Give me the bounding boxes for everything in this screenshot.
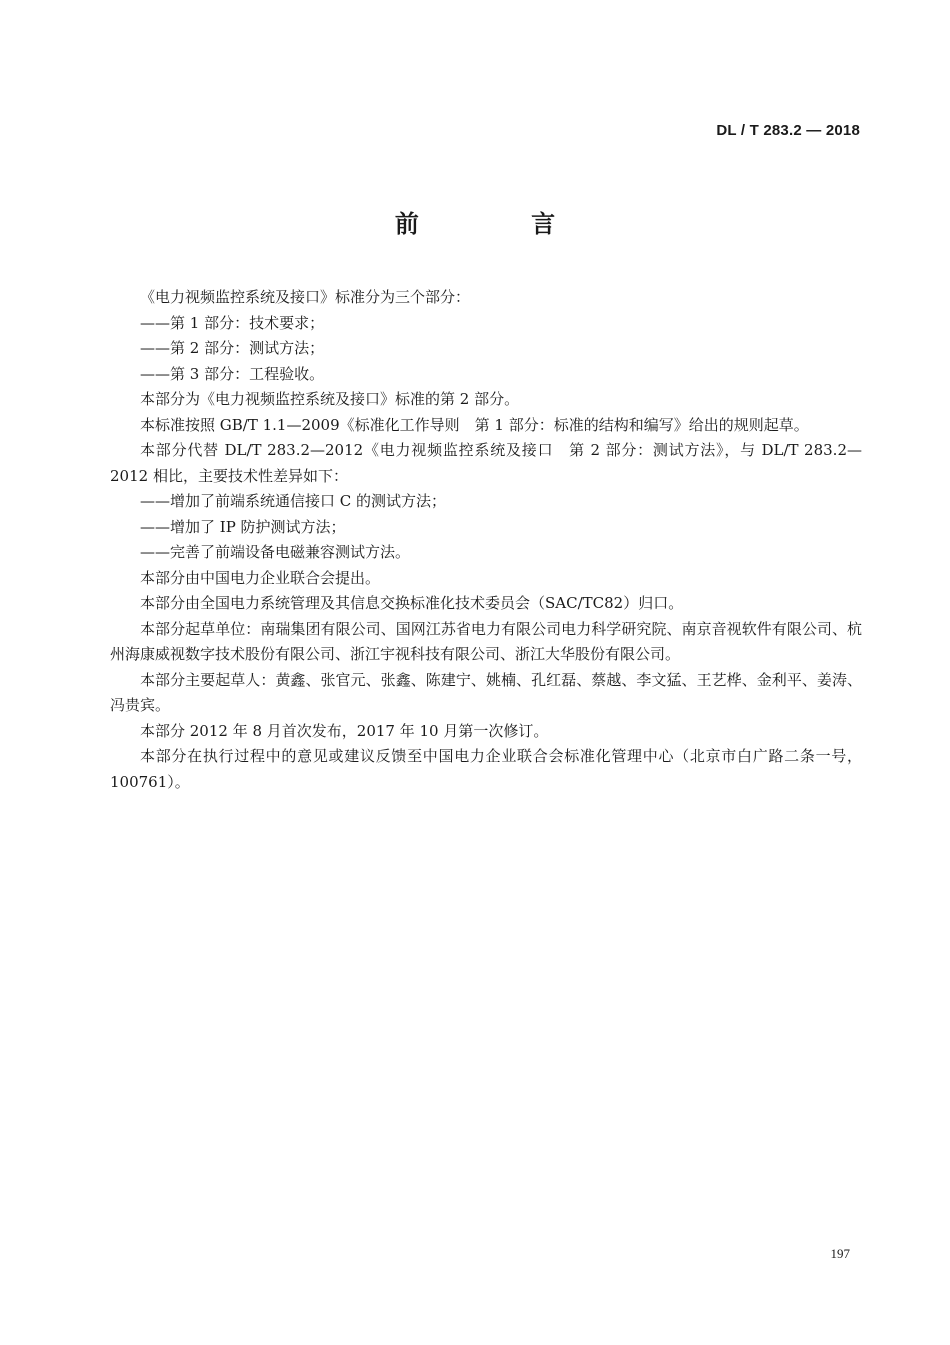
list-item: ——增加了 IP 防护测试方法； xyxy=(140,517,346,536)
paragraph: 本部分由中国电力企业联合会提出。 xyxy=(140,568,381,587)
paragraph: 本部分由全国电力系统管理及其信息交换标准化技术委员会（SAC/TC82）归口。 xyxy=(140,594,684,612)
paragraph: 本部分为《电力视频监控系统及接口》标准的第 2 部分。 xyxy=(140,390,520,408)
paragraph: 本部分代替 DL/T 283.2—2012《电力视频监控系统及接口 第 2 部分：测试方法》，与 DL/T 283.2—2012 相比，主要技术性差异如下： xyxy=(110,441,862,485)
paragraph: 《电力视频监控系统及接口》标准分为三个部分： xyxy=(140,288,471,306)
foreword-body xyxy=(110,285,862,795)
paragraph: 本部分主要起草人：黄鑫、张官元、张鑫、陈建宁、姚楠、孔红磊、蔡越、李文猛、王艺桦、金利平、姜涛、冯贵宾。 xyxy=(110,670,862,714)
page-number: 197 xyxy=(830,1246,850,1261)
list-item: ——增加了前端系统通信接口 C 的测试方法； xyxy=(140,492,447,510)
standard-code: DL / T 283.2 — 2018 xyxy=(716,122,860,139)
list-item: ——第 2 部分：测试方法； xyxy=(140,339,325,357)
list-item: ——完善了前端设备电磁兼容测试方法。 xyxy=(140,543,411,561)
paragraph: 本标准按照 GB/T 1.1—2009《标准化工作导则 第 1 部分：标准的结构和编写》给出的规则起草。 xyxy=(140,415,809,434)
paragraph: 本部分在执行过程中的意见或建议反馈至中国电力企业联合会标准化管理中心（北京市白广路二条一号，100761）。 xyxy=(110,747,862,791)
list-item: ——第 1 部分：技术要求； xyxy=(140,313,325,332)
paragraph: 本部分起草单位：南瑞集团有限公司、国网江苏省电力有限公司电力科学研究院、南京音视软件有限公司、杭州海康威视数字技术股份有限公司、浙江宇视科技有限公司、浙江大华股份有限公司。 xyxy=(110,619,862,663)
paragraph: 本部分 2012 年 8 月首次发布，2017 年 10 月第一次修订。 xyxy=(140,721,549,740)
list-item: ——第 3 部分：工程验收。 xyxy=(140,364,325,383)
page-title: 前 言 xyxy=(394,210,608,238)
